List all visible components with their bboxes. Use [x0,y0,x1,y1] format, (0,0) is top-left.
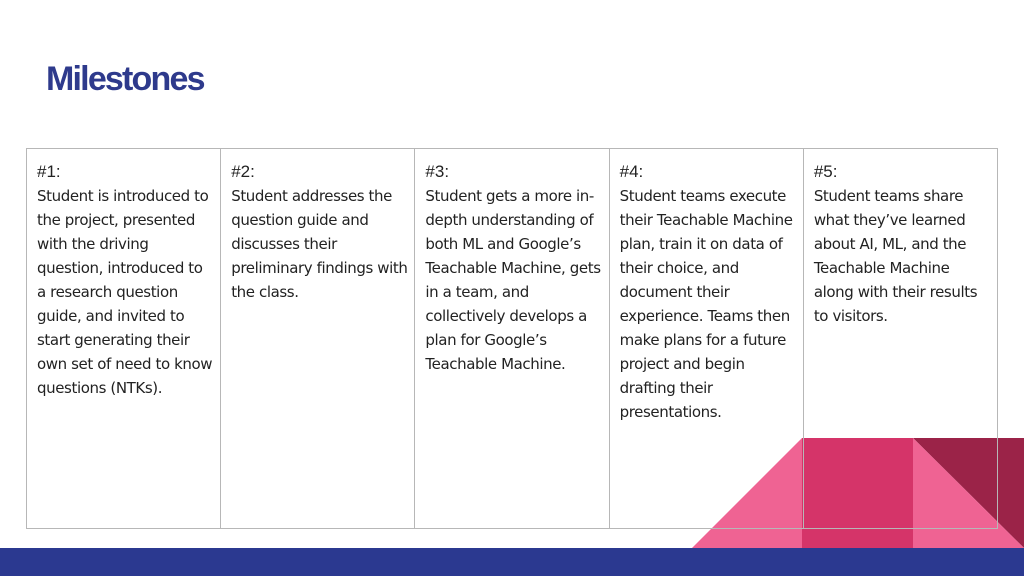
milestone-number: #1: [37,162,61,181]
page-title: Milestones [46,60,204,98]
milestone-description: Student addresses the question guide and discusses their preliminary findings with the class. [231,187,408,301]
bottom-bar [0,548,1024,576]
milestone-number: #5: [813,162,838,181]
milestone-cell-2 [221,148,415,529]
milestone-description: Student teams share what they’ve learned about AI, ML, and the Teachable Machine along with their results to visitors. [813,187,978,325]
milestone-number: #2: [231,162,255,181]
milestones-table [26,148,998,529]
milestone-description: Student teams execute their Teachable Machine plan, train it on data of their choice, and document their experience. Teams then make plans for a future project and begin drafting their presentations. [619,187,793,421]
milestone-description: Student gets a more in-depth understanding of both ML and Google’s Teachable Machine, gets in a team, and collectively develops a plan for Google’s Teachable Machine. [425,187,601,373]
milestone-cell-3 [415,148,609,529]
milestone-description: Student is introduced to the project, presented with the driving question, introduced to a research question guide, and invited to start generating their own set of need to know questions (NTKs). [37,187,213,397]
milestone-cell-5 [804,148,998,529]
milestone-number: #3: [425,162,450,181]
milestone-cell-1 [26,148,221,529]
milestone-cell-4 [610,148,804,529]
milestone-number: #4: [619,162,644,181]
